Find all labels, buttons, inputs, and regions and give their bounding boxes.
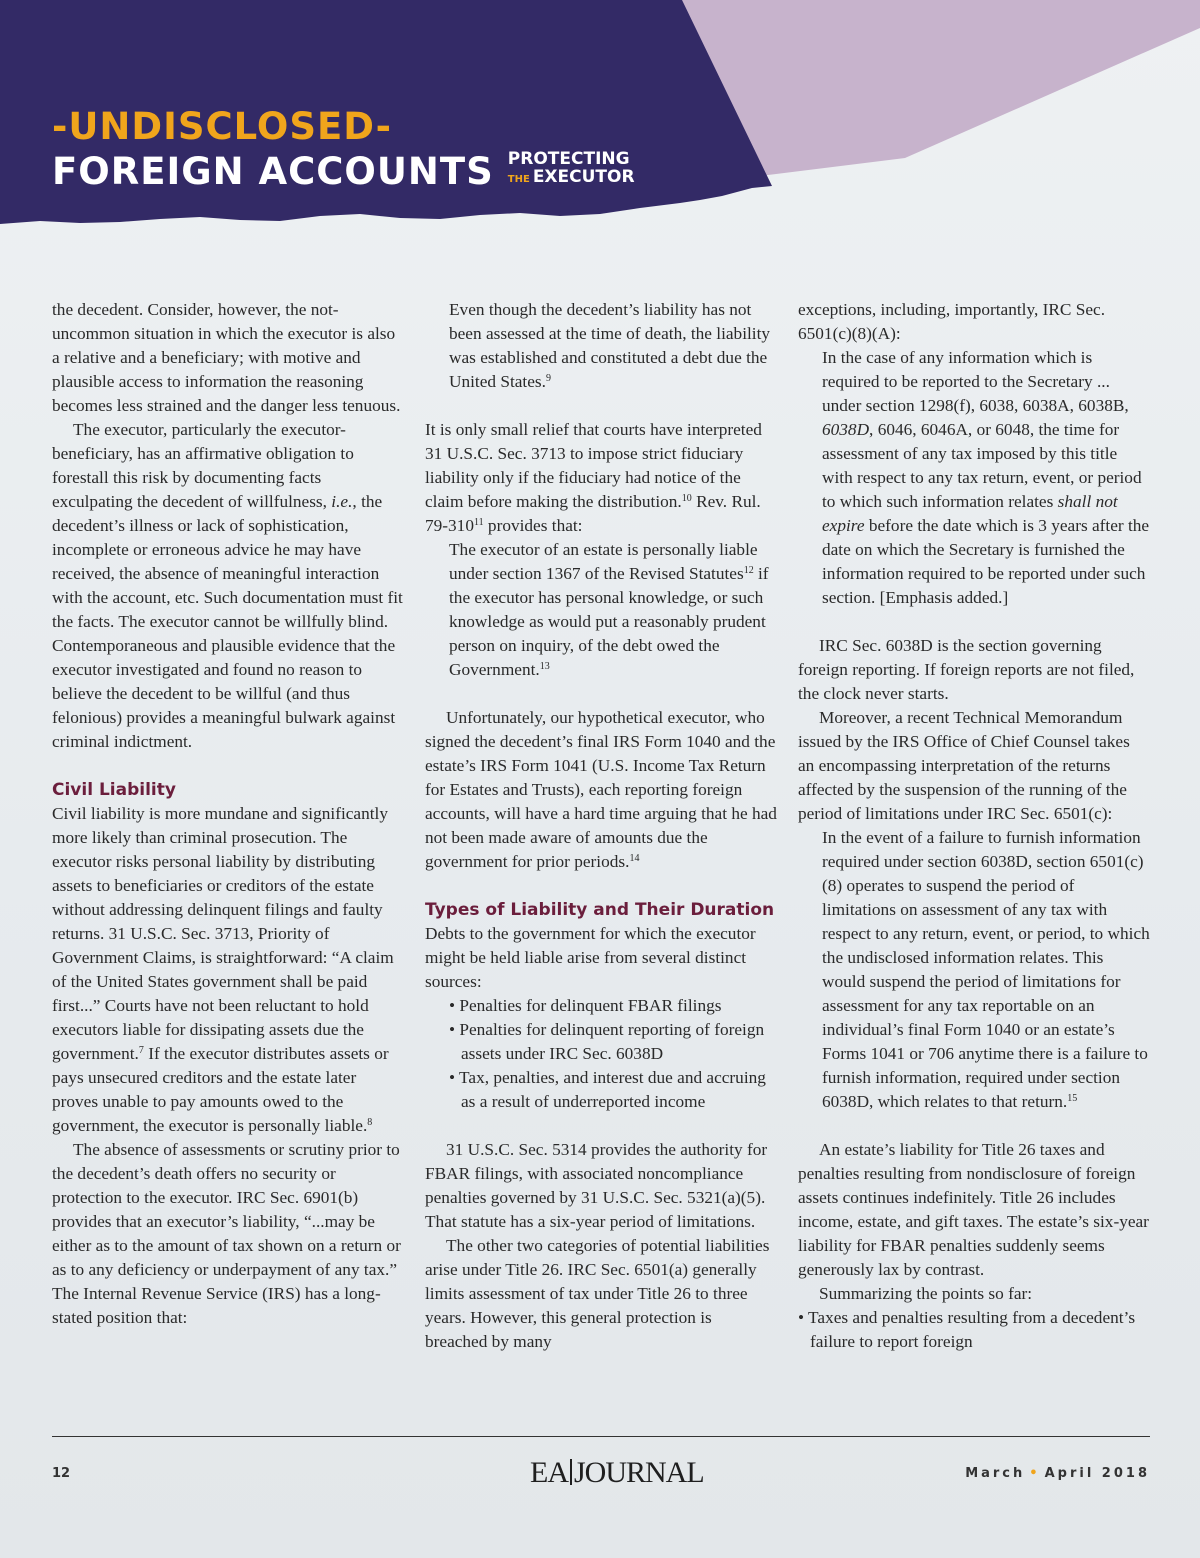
title-undisclosed: -UNDISCLOSED- — [52, 105, 393, 148]
paragraph: It is only small relief that courts have interpreted 31 U.S.C. Sec. 3713 to impose strict fiduciary liability only if the fiduciary had notice of the claim before making the distribution.$^{10}$ Rev. Rul. $79-310^{11}$ provides that: — [425, 420, 762, 535]
column-1 — [52, 298, 404, 1330]
paragraph: Summarizing the points so far: — [819, 1284, 1033, 1303]
paragraph: Civil liability is more mundane and significantly more likely than criminal prosecution. The executor risks personal liability by distributing assets to beneficiaries or creditors of the estate without addressing delinquent filings and faulty returns. 31 U.S.C. Sec. 3713, Priority of Government Claims, is straightforward: “A claim of the United States government shall be paid first...” Courts have not been reluctant to hold executors liable for dissipating assets due the government.$^7$ If the executor distributes assets or pays unsecured creditors and the estate later proves unable to pay amounts owed to the government, the executor is personally liable.$^8$ — [52, 804, 394, 1135]
paragraph: exceptions, including, importantly, IRC Sec. 6501(c)(8)(A): — [798, 300, 1106, 343]
title-subtitle — [508, 150, 635, 189]
list-item: • Penalties for delinquent FBAR filings — [449, 996, 722, 1015]
list-item: • Tax, penalties, and interest due and accruing as a result of underreported income — [449, 1068, 766, 1111]
block-quote: In the event of a failure to furnish information required under section 6038D, section 6501(c)(8) operates to suspend the period of limitations on assessment of any tax with respect to any return, event, or period, to which the undisclosed information relates. This would suspend the period of limitations for assessment for any tax reportable on an individual’s final Form 1040 or an estate’s Forms 1041 or 706 anytime there is a failure to furnish information, required under section 6038D, which relates to that return.$^{15}$ — [822, 828, 1150, 1111]
bullet-list — [425, 994, 778, 1114]
paragraph: An estate’s liability for Title 26 taxes and penalties resulting from nondisclosure of foreign assets continues indefinitely. Title 26 includes income, estate, and gift taxes. The estate’s six-year liability for FBAR penalties suddenly seems generously lax by contrast. — [798, 1140, 1149, 1279]
paragraph: Unfortunately, our hypothetical executor, who signed the decedent’s final IRS Form 1040 and the estate’s IRS Form 1041 (U.S. Income Tax Return for Estates and Trusts), each reporting foreign accounts, will have a hard time arguing that he had not been made aware of amounts due the government for prior periods.$^{14}$ — [425, 708, 777, 871]
article-title — [52, 106, 635, 193]
subtitle-the: THE — [507, 174, 530, 185]
paragraph: 31 U.S.C. Sec. 5314 provides the authority for FBAR filings, with associated noncompliance penalties governed by 31 U.S.C. Sec. 5321(a)(5). That statute has a six-year period of limitations. — [425, 1140, 768, 1231]
footnote-ref: 10 — [681, 493, 692, 504]
paragraph: The other two categories of potential liabilities arise under Title 26. IRC Sec. 6501(a) generally limits assessment of tax under Title 26 to three years. However, this general protection is breached by many — [425, 1236, 770, 1351]
paragraph: The executor, particularly the executor-beneficiary, has an affirmative obligation to forestall this risk by documenting facts exculpating the decedent of willfulness, i.e., the decedent’s illness or lack of sophistication, incomplete or erroneous advice he may have received, the absence of meaningful interaction with the account, etc. Such documentation must fit the facts. The executor cannot be willfully blind. Contemporaneous and plausible evidence that the executor investigated and found no reason to believe the decedent to be willful (and thus felonious) provides a meaningful bulwark against criminal indictment. — [52, 420, 403, 751]
footnote-ref: 14 — [629, 853, 640, 864]
column-2 — [425, 298, 778, 1354]
footnote-ref: 12 — [743, 565, 754, 576]
column-3 — [798, 298, 1150, 1354]
footer-rule — [52, 1436, 1150, 1437]
paragraph: IRC Sec. 6038D is the section governing foreign reporting. If foreign reports are not filed, the clock never starts. — [798, 636, 1135, 703]
title-foreign-accounts: FOREIGN ACCOUNTS — [52, 150, 494, 193]
footnote-ref: 15 — [1067, 1093, 1078, 1104]
list-item: • Taxes and penalties resulting from a decedent’s failure to report foreign — [798, 1308, 1136, 1351]
block-quote: Even though the decedent’s liability has not been assessed at the time of death, the liability was established and constituted a debt due the United States.$^9$ — [449, 300, 771, 391]
paragraph: the decedent. Consider, however, the not-uncommon situation in which the executor is also a relative and a beneficiary; with motive and plausible access to information the reasoning becomes less strained and the danger less tenuous. — [52, 300, 401, 415]
footnote-ref: 7 — [138, 1045, 144, 1056]
block-quote: In the case of any information which is required to be reported to the Secretary ... under section 1298(f), 6038, 6038A, 6038B, 6038D, 6046, 6046A, or 6048, the time for assessment of any tax imposed by this title with respect to any tax return, event, or period to which such information relates shall not expire before the date which is 3 years after the date on which the Secretary is furnished the information required to be reported under such section. [Emphasis added.] — [822, 348, 1150, 607]
journal-logo: EA JOURNAL — [530, 1456, 704, 1489]
subtitle-protecting: PROTECTING — [507, 149, 630, 169]
footnote-ref: 9 — [545, 373, 551, 384]
list-item: • Penalties for delinquent reporting of foreign assets under IRC Sec. 6038D — [449, 1020, 765, 1063]
section-heading: Types of Liability and Their Duration — [425, 900, 775, 920]
footnote-ref: 11 — [473, 517, 484, 528]
footnote-ref: 8 — [367, 1117, 373, 1128]
issue-date: March • April 2018 — [965, 1466, 1150, 1481]
paragraph: The absence of assessments or scrutiny prior to the decedent’s death offers no security or protection to the executor. IRC Sec. 6901(b) provides that an executor’s liability, “...may be either as to the amount of tax shown on a return or as to any deficiency or underpayment of any tax.” The Internal Revenue Service (IRS) has a long-stated position that: — [52, 1140, 401, 1327]
page-number: 12 — [52, 1466, 71, 1481]
paragraph: Moreover, a recent Technical Memorandum issued by the IRS Office of Chief Counsel takes an encompassing interpretation of the returns affected by the suspension of the running of the period of limitations under IRC Sec. 6501(c): — [798, 708, 1130, 823]
footnote-ref: 13 — [539, 661, 550, 672]
block-quote: The executor of an estate is personally liable under section 1367 of the Revised Statutes$^{12}$ if the executor has personal knowledge, or such knowledge as would put a reasonably prudent person on inquiry, of the debt owed the Government.$^{13}$ — [449, 540, 769, 679]
section-heading: Civil Liability — [52, 780, 176, 800]
paragraph: Debts to the government for which the executor might be held liable arise from several distinct sources: — [425, 924, 756, 991]
header-banner — [0, 0, 1200, 240]
subtitle-executor: EXECUTOR — [532, 167, 635, 187]
